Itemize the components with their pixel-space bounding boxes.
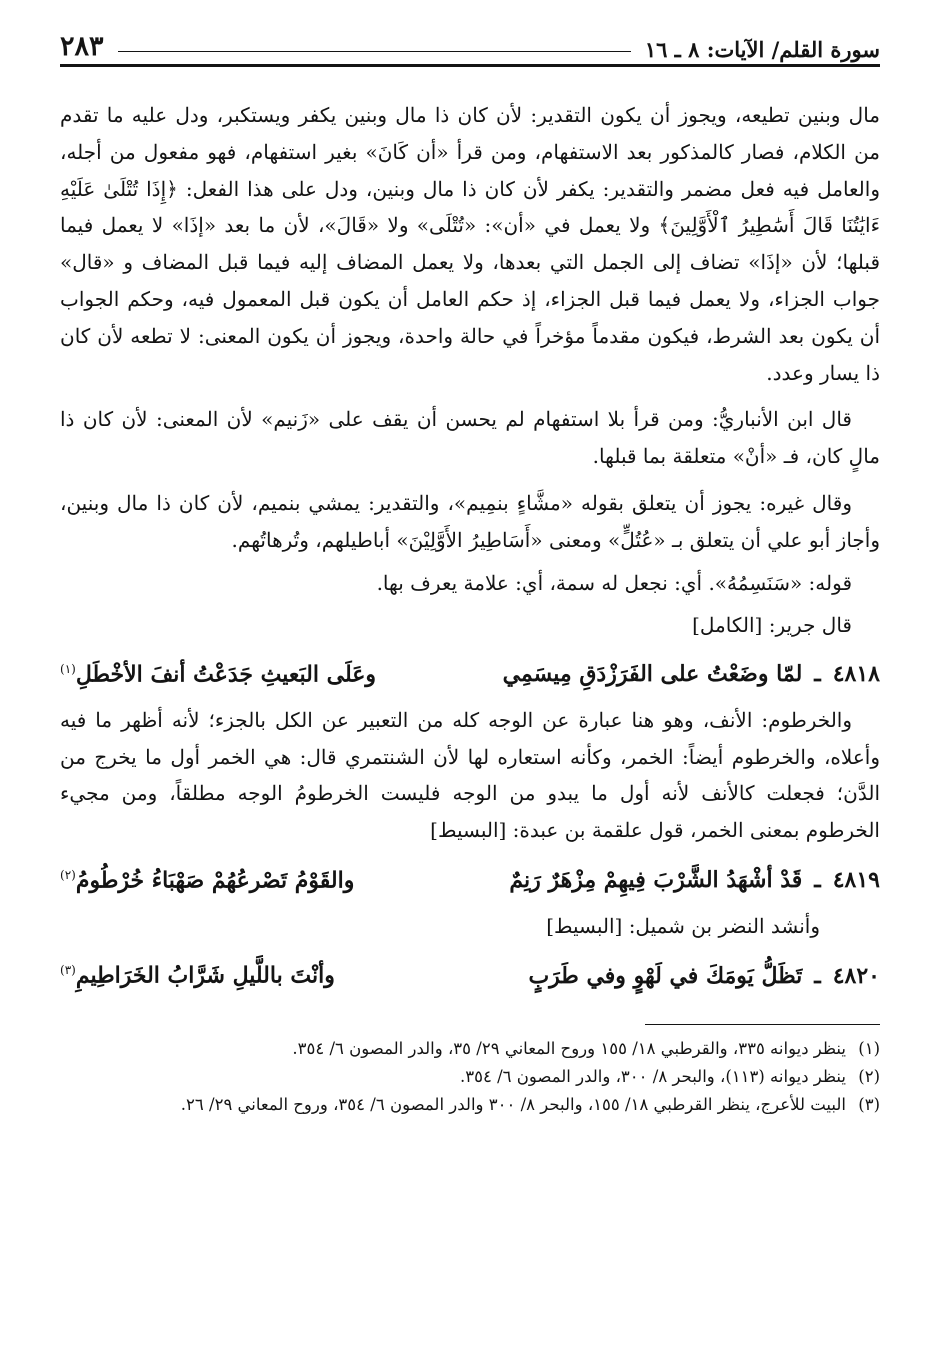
paragraph-2: قال ابن الأنباريُّ: ومن قرأ بلا استفهام لم يحسن أن يقف على «زَنيم» لأن المعنى: لأن كان ذا مالٍ كان، فـ «أنْ» متعلقة بما قبلها.	[60, 407, 880, 469]
footnote-3	[60, 1091, 880, 1119]
footnote-separator	[645, 1024, 880, 1025]
footnote-number: (٢)	[858, 1066, 880, 1086]
paragraph-7: وأنشد النضر بن شميل: [البسيط]	[546, 914, 820, 939]
verse-number: ٤٨١٨	[832, 660, 880, 687]
paragraph-1: مال وبنين تطيعه، ويجوز أن يكون التقدير: لأن كان ذا مال وبنين يكفر ويستكبر، ودل عليه ما تقدم من الكلام، فصار كالمذكور بعد الاستفهام، ومن قرأ «أن كَانَ» بغير استفهام، فهو مفعول من أجله، والعامل فيه فعل مضمر والتقدير: يكفر لأن كان ذا مال وبنين، ودل على هذا الفعل: ﴿إِذَا تُتْلَىٰ عَلَيْهِ ءَايَٰتُنَا قَالَ أَسَٰطِيرُ ٱلْأَوَّلِينَ﴾ ولا يعمل في «أن»: «تُتْلَى» ولا «قَالَ»، لأن ما بعد «إذَا» لا يعمل فيما قبلها؛ لأن «إذَا» تضاف إلى الجمل التي بعدها، ولا يعمل المضاف إليه فيما قبل المضاف و «قال» جواب الجزاء، ولا يعمل فيما قبل الجزاء، إذ حكم العامل أن يكون قبل المعمول فيه، وحكم الجواب أن يكون بعد الشرط، فيكون مقدماً مؤخراً في حالة واحدة، ويجوز أن يكون المعنى: لا تطعه لأن كان ذا يسار وعدد.	[60, 103, 880, 385]
verse-first-hemistich: لمّا وضَعْتُ على الفَرَزْدَقِ مِيسَمِي	[502, 660, 803, 687]
footnote-text: ينظر ديوانه ٣٣٥، والقرطبي ١٨/ ١٥٥ وروح المعاني ٢٩/ ٣٥، والدر المصون ٦/ ٣٥٤.	[292, 1038, 846, 1058]
footnote-text: البيت للأعرج، ينظر القرطبي ١٨/ ١٥٥، والبحر ٨/ ٣٠٠ والدر المصون ٦/ ٣٥٤، وروح المعاني ٢٩/ ٢٦.	[180, 1094, 846, 1114]
verse-second-hemistich: وعَلَى البَعيثِ جَدَعْتُ أنفَ الأخْطَلِ	[75, 660, 376, 687]
book-page	[60, 18, 880, 1348]
footnotes	[60, 1035, 880, 1119]
footnote-ref: (١)	[60, 661, 76, 676]
running-title: سورة القلم/ الآيات: ٨ ـ ١٦	[644, 37, 880, 62]
verse-4819: ٤٨١٩ ـ قَدْ أشْهَدُ الشَّرْبَ فِيهِمْ مِزْهَرٌ رَنِمٌ والقَوْمُ تَصْرعُهُمْ صَهْبَاءُ خُرْطُومُ$^{(٢)}$	[60, 853, 880, 902]
verse-4820: ٤٨٢٠ ـ تَظَلُّ يَومَكَ في لَهْوٍ وفي طَرَبٍ وأنْتَ باللَّيلِ شَرَّابُ الخَرَاطِيمِ$^{(٣)}$	[60, 948, 880, 997]
paragraph-6: والخرطوم: الأنف، وهو هنا عبارة عن الوجه كله من التعبير عن الكل بالجزء؛ لأنه أظهر ما فيه وأعلاه، والخرطوم أيضاً: الخمر، وكأنه استعاره لها لأن الشنتمري قال: هي الخمر أول ما يخرج من الدَّن؛ فجعلت كالأنف لأنه أول ما يبدو من الوجه فليست الخرطومُ الوجه مطلقاً، ومن مجيء الخرطوم بمعنى الخمر، قول علقمة بن عبدة: [البسيط]	[60, 707, 880, 843]
verse-second-hemistich: والقَوْمُ تَصْرعُهُمْ صَهْبَاءُ خُرْطُومُ	[75, 867, 355, 894]
verse-number: ٤٨٢٠	[832, 962, 880, 989]
paragraph-4: قوله: «سَنَسِمُهُ». أي: نجعل له سمة، أي: علامة يعرف بها.	[376, 570, 852, 595]
footnote-2	[60, 1063, 880, 1091]
paragraph-3: وقال غيره: يجوز أن يتعلق بقوله «مشَّاءٍ بنمِيم»، والتقدير: يمشي بنميم، لأن كان ذا مال وبنين، وأجاز أبو علي أن يتعلق بـ «عُتُلٍّ» ومعنى «أَسَاطِيرُ الأَوَّلِيْنَ» أباطيلهم، وتُرهاتُهم.	[60, 490, 880, 552]
footnote-text: ينظر ديوانه (١١٣)، والبحر ٨/ ٣٠٠، والدر المصون ٦/ ٣٥٤.	[460, 1066, 846, 1086]
page-number: ٢٨٣	[60, 31, 104, 62]
verse-first-hemistich: تَظَلُّ يَومَكَ في لَهْوٍ وفي طَرَبٍ	[528, 962, 803, 989]
footnote-ref: (٣)	[60, 963, 76, 978]
verse-4818: ٤٨١٨ ـ لمّا وضَعْتُ على الفَرَزْدَقِ مِيسَمِي وعَلَى البَعيثِ جَدَعْتُ أنفَ الأخْطَلِ$^{(١)}$	[60, 647, 880, 696]
verse-number: ٤٨١٩	[832, 867, 880, 894]
verse-second-hemistich: وأنْتَ باللَّيلِ شَرَّابُ الخَرَاطِيمِ	[75, 962, 335, 989]
header-rule	[60, 64, 880, 67]
verse-first-hemistich: قَدْ أشْهَدُ الشَّرْبَ فِيهِمْ مِزْهَرٌ رَنِمٌ	[509, 867, 803, 894]
footnote-1	[60, 1035, 880, 1063]
footnote-number: (٣)	[858, 1094, 880, 1114]
footnote-number: (١)	[858, 1038, 880, 1058]
poet-attribution: قال جرير: [الكامل]	[692, 612, 852, 637]
footnote-ref: (٢)	[60, 868, 76, 883]
page-header	[60, 18, 880, 62]
header-dash-line	[118, 51, 631, 52]
main-text	[60, 97, 880, 998]
